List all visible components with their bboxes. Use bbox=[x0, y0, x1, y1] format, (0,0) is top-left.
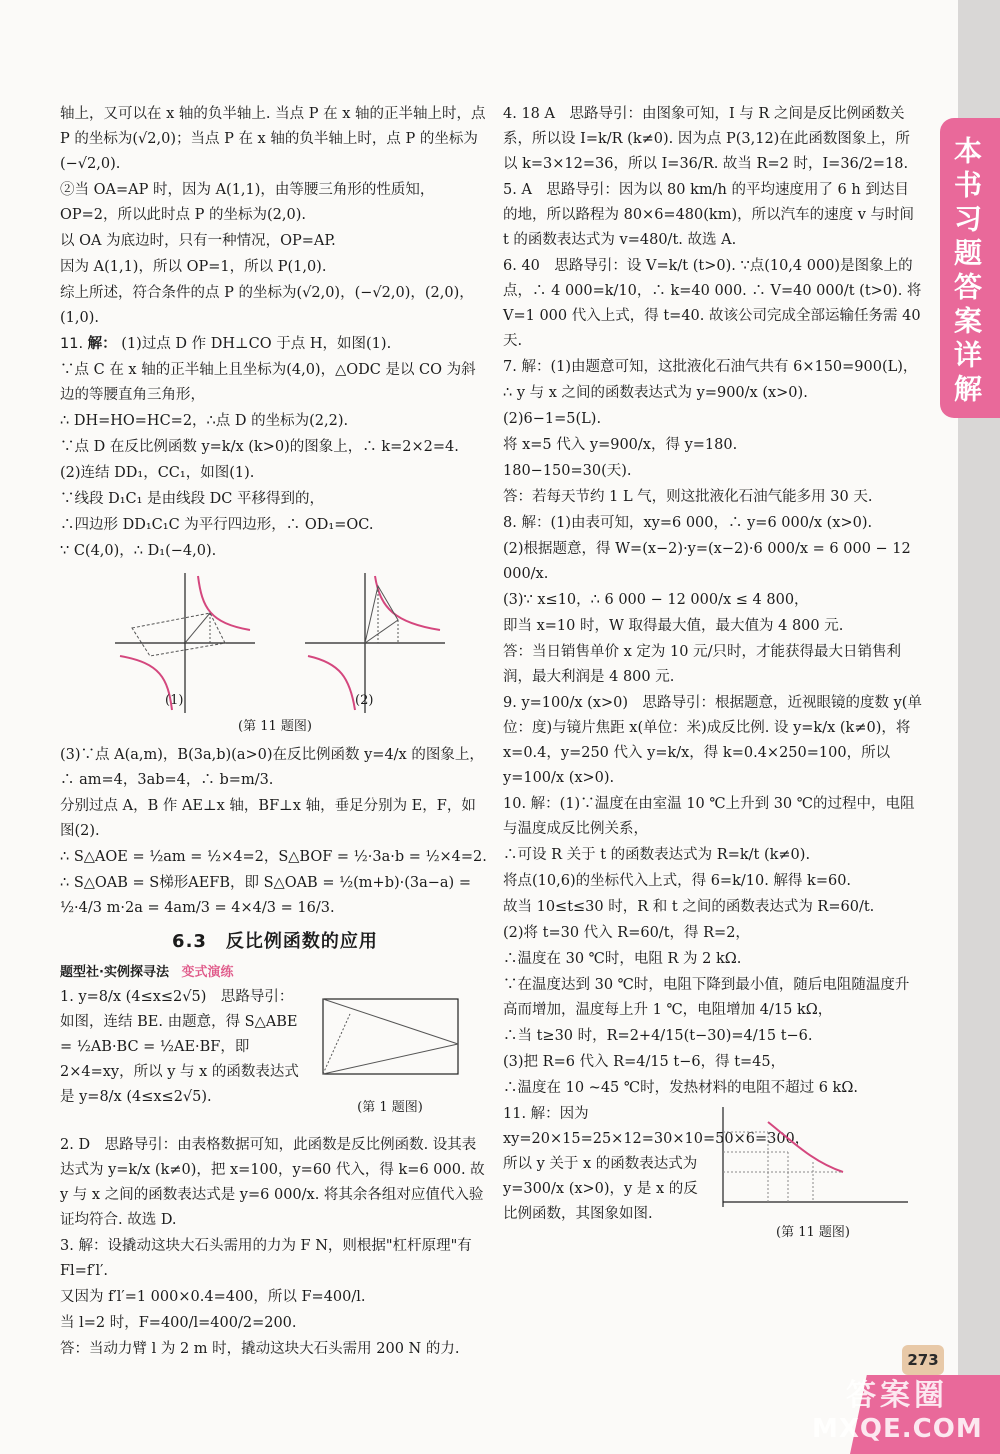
q10-part-d: 故当 10≤t≤30 时，R 和 t 之间的函数表达式为 R=60/t. bbox=[503, 899, 875, 915]
q10-part-b: ∴可设 R 关于 t 的函数表达式为 R=k/t (k≠0). bbox=[503, 847, 811, 863]
q1-block bbox=[60, 985, 490, 1133]
q11-part-h: ∵ C(4,0)，∴ D₁(−4,0). bbox=[60, 543, 217, 559]
text-p5: 综上所述，符合条件的点 P 的坐标为(√2,0)，(−√2,0)，(2,0)，(1,0). bbox=[60, 285, 474, 326]
watermark-line-1: 答案圈 bbox=[846, 1378, 948, 1413]
q11-part-e: (2)连结 DD₁，CC₁，如图(1). bbox=[60, 465, 255, 481]
q7-part-d: 将 x=5 代入 y=900/x，得 y=180. bbox=[503, 437, 738, 453]
q8-part-c: (3)∵ x≤10，∴ 6 000 − 12 000/x ≤ 4 800， bbox=[503, 592, 809, 608]
q11-part-j: 分别过点 A，B 作 AE⊥x 轴，BF⊥x 轴，垂足分别为 E，F，如图(2). bbox=[60, 798, 476, 839]
sub-title: 题型社·实例探寻法 bbox=[60, 965, 169, 980]
q11-right-text: 11. 解：因为 xy=20×15=25×12=30×10=50×6=300，所以 y 关于 x 的函数表达式为 y=300/x (x>0)，y 是 x 的反比例函数，其图象如图. bbox=[503, 1106, 810, 1222]
q1-figure bbox=[315, 989, 465, 1089]
q1-figure-caption: (第 1 题图) bbox=[357, 1100, 423, 1115]
q11-part-i: (3)∵点 A(a,m)，B(3a,b)(a>0)在反比例函数 y=4/x 的图象上，∴ am=4，3ab=4，∴ b=m/3. bbox=[60, 747, 484, 788]
q11-part-l: ∴ S△OAB = S梯形AEFB，即 S△OAB = ½(m+b)·(3a−a) = ½·4/3 m·2a = 4am/3 = 4×4/3 = 16/3. bbox=[60, 875, 471, 916]
q8-part-b: (2)根据题意，得 W=(x−2)·y=(x−2)·6 000/x = 6 000 − 12 000/x. bbox=[503, 541, 911, 582]
q10-part-a: 10. 解：(1)∵温度在由室温 10 ℃上升到 30 ℃的过程中，电阻与温度成反比例关系， bbox=[503, 796, 915, 837]
figure-caption: (第 11 题图) bbox=[238, 719, 312, 734]
q10-part-c: 将点(10,6)的坐标代入上式，得 6=k/10. 解得 k=60. bbox=[503, 873, 852, 889]
sub-title-row bbox=[60, 960, 490, 985]
q10-part-j: ∴温度在 10 ~45 ℃时，发热材料的电阻不超过 6 kΩ. bbox=[503, 1080, 858, 1096]
q4-text: 4. 18 A 思路导引：由图象可知，I 与 R 之间是反比例函数关系，所以设 I=k/R (k≠0). 因为点 P(3,12)在此函数图象上，所以 k=3×12=36，所以 I=36/R. 故当 R=2 时，I=36/2=18. bbox=[503, 106, 910, 172]
text-p2: ②当 OA=AP 时，因为 A(1,1)，由等腰三角形的性质知，OP=2，所以此时点 P 的坐标为(2,0). bbox=[60, 182, 435, 223]
q11-part-a: (1)过点 D 作 DH⊥CO 于点 H，如图(1). bbox=[121, 336, 392, 352]
q3-part-b: 又因为 f′l′=1 000×0.4=400，所以 F=400/l. bbox=[60, 1289, 366, 1305]
q10-part-e: (2)将 t=30 代入 R=60/t，得 R=2， bbox=[503, 925, 750, 941]
q7-part-e: 180−150=30(天). bbox=[503, 463, 632, 479]
question-11 bbox=[60, 332, 490, 357]
q3-part-c: 当 l=2 时，F=400/l=400/2=200. bbox=[60, 1315, 297, 1331]
q10-part-h: ∴当 t≥30 时，R=2+4/15(t−30)=4/15 t−6. bbox=[503, 1028, 813, 1044]
q7-part-a: 7. 解：(1)由题意可知，这批液化石油气共有 6×150=900(L)， bbox=[503, 359, 918, 375]
q11-figure-2 bbox=[300, 568, 450, 718]
q3-part-a: 3. 解：设撬动这块大石头需用的力为 F N，则根据"杠杆原理"有 Fl=f′l′. bbox=[60, 1238, 472, 1279]
q11-part-g: ∴四边形 DD₁C₁C 为平行四边形，∴ OD₁=OC. bbox=[60, 517, 374, 533]
q10-part-i: (3)把 R=6 代入 R=4/15 t−6，得 t=45， bbox=[503, 1054, 786, 1070]
text-p1: 轴上，又可以在 x 轴的负半轴上. 当点 P 在 x 轴的正半轴上时，点 P 的坐标为(√2,0)；当点 P 在 x 轴的负半轴上时，点 P 的坐标为(−√2,0). bbox=[60, 106, 486, 172]
side-tab-label: 本书习题答案详解 bbox=[950, 136, 983, 408]
q7-part-b: ∴ y 与 x 之间的函数表达式为 y=900/x (x>0). bbox=[503, 385, 808, 401]
text-p3: 以 OA 为底边时，只有一种情况，OP=AP. bbox=[60, 233, 336, 249]
q11-part-d: ∵点 D 在反比例函数 y=k/x (k>0)的图象上，∴ k=2×2=4. bbox=[60, 439, 459, 455]
question-number: 11. bbox=[60, 336, 84, 352]
right-column bbox=[503, 102, 923, 1242]
q11-right-figure bbox=[713, 1102, 913, 1217]
q10-part-g: ∵在温度达到 30 ℃时，电阻下降到最小值，随后电阻随温度升高而增加，温度每上升 1 ℃，电阻增加 4/15 kΩ， bbox=[503, 977, 910, 1018]
answer-tag: 解： bbox=[87, 336, 117, 352]
q1-text: 1. y=8/x (4≤x≤2√5) 思路导引：如图，连结 BE. 由题意，得 S△ABE = ½AB·BC = ½AE·BF，即 2×4=xy，所以 y 与 x 的函数表达式是 y=8/x (4≤x≤2√5). bbox=[60, 989, 299, 1105]
q11-part-b: ∵点 C 在 x 轴的正半轴上且坐标为(4,0)，△ODC 是以 CO 为斜边的等腰直角三角形， bbox=[60, 362, 476, 403]
sub-highlight: 变式演练 bbox=[181, 965, 234, 980]
q8-part-a: 8. 解：(1)由表可知，xy=6 000，∴ y=6 000/x (x>0). bbox=[503, 515, 873, 531]
left-column bbox=[60, 102, 490, 1363]
page-number: 273 bbox=[902, 1345, 944, 1375]
figure-1-label: (1) bbox=[165, 693, 184, 708]
text-p4: 因为 A(1,1)，所以 OP=1，所以 P(1,0). bbox=[60, 259, 327, 275]
q9-text: 9. y=100/x (x>0) 思路导引：根据题意，近视眼镜的度数 y(单位：度)与镜片焦距 x(单位：米)成反比例. 设 y=k/x (k≠0)，将 x=0.4，y=250 代入 y=k/x，得 k=0.4×250=100，所以 y=100/x (x>0). bbox=[503, 695, 922, 786]
figure-2-label: (2) bbox=[355, 693, 374, 708]
q11-right-caption: (第 11 题图) bbox=[776, 1225, 850, 1240]
q8-part-d: 即当 x=10 时，W 取得最大值，最大值为 4 800 元. bbox=[503, 618, 844, 634]
q2-text: 2. D 思路导引：由表格数据可知，此函数是反比例函数. 设其表达式为 y=k/x (k≠0)，把 x=100，y=60 代入，得 k=6 000. 故 y 与 x 之间的函数表达式是 y=6 000/x. 将其余各组对应值代入验证均符合. 故选 D. bbox=[60, 1137, 485, 1228]
q7-part-c: (2)6−1=5(L). bbox=[503, 411, 602, 427]
q11-figures bbox=[60, 568, 490, 743]
q11-figure-1 bbox=[110, 568, 260, 718]
q11-part-f: ∵线段 D₁C₁ 是由线段 DC 平移得到的， bbox=[60, 491, 325, 507]
q11-block bbox=[503, 1102, 923, 1242]
q10-part-f: ∴温度在 30 ℃时，电阻 R 为 2 kΩ. bbox=[503, 951, 742, 967]
q7-part-f: 答：若每天节约 1 L 气，则这批液化石油气能多用 30 天. bbox=[503, 489, 873, 505]
q5-text: 5. A 思路导引：因为以 80 km/h 的平均速度用了 6 h 到达目的地，所以路程为 80×6=480(km)，所以汽车的速度 v 与时间 t 的函数表达式为 v=480/t. 故选 A. bbox=[503, 182, 915, 248]
q6-text: 6. 40 思路导引：设 V=k/t (t>0). ∵点(10,4 000)是图象上的点，∴ 4 000=k/10，∴ k=40 000. ∴ V=40 000/t (t>0). 将 V=1 000 代入上式，得 t=40. 故该公司完成全部运输任务需 40 天. bbox=[503, 258, 922, 349]
q8-part-e: 答：当日销售单价 x 定为 10 元/只时，才能获得最大日销售利润，最大利润是 4 800 元. bbox=[503, 644, 901, 685]
section-title: 6.3 反比例函数的应用 bbox=[172, 931, 378, 952]
q3-part-d: 答：当动力臂 l 为 2 m 时，撬动这块大石头需用 200 N 的力. bbox=[60, 1341, 460, 1357]
watermark bbox=[812, 1378, 982, 1448]
watermark-line-2: MXQE.COM bbox=[812, 1414, 983, 1444]
q11-part-k: ∴ S△AOE = ½am = ½×4=2，S△BOF = ½·3a·b = ½×4=2. bbox=[60, 849, 487, 865]
q11-part-c: ∴ DH=HO=HC=2，∴点 D 的坐标为(2,2). bbox=[60, 413, 349, 429]
